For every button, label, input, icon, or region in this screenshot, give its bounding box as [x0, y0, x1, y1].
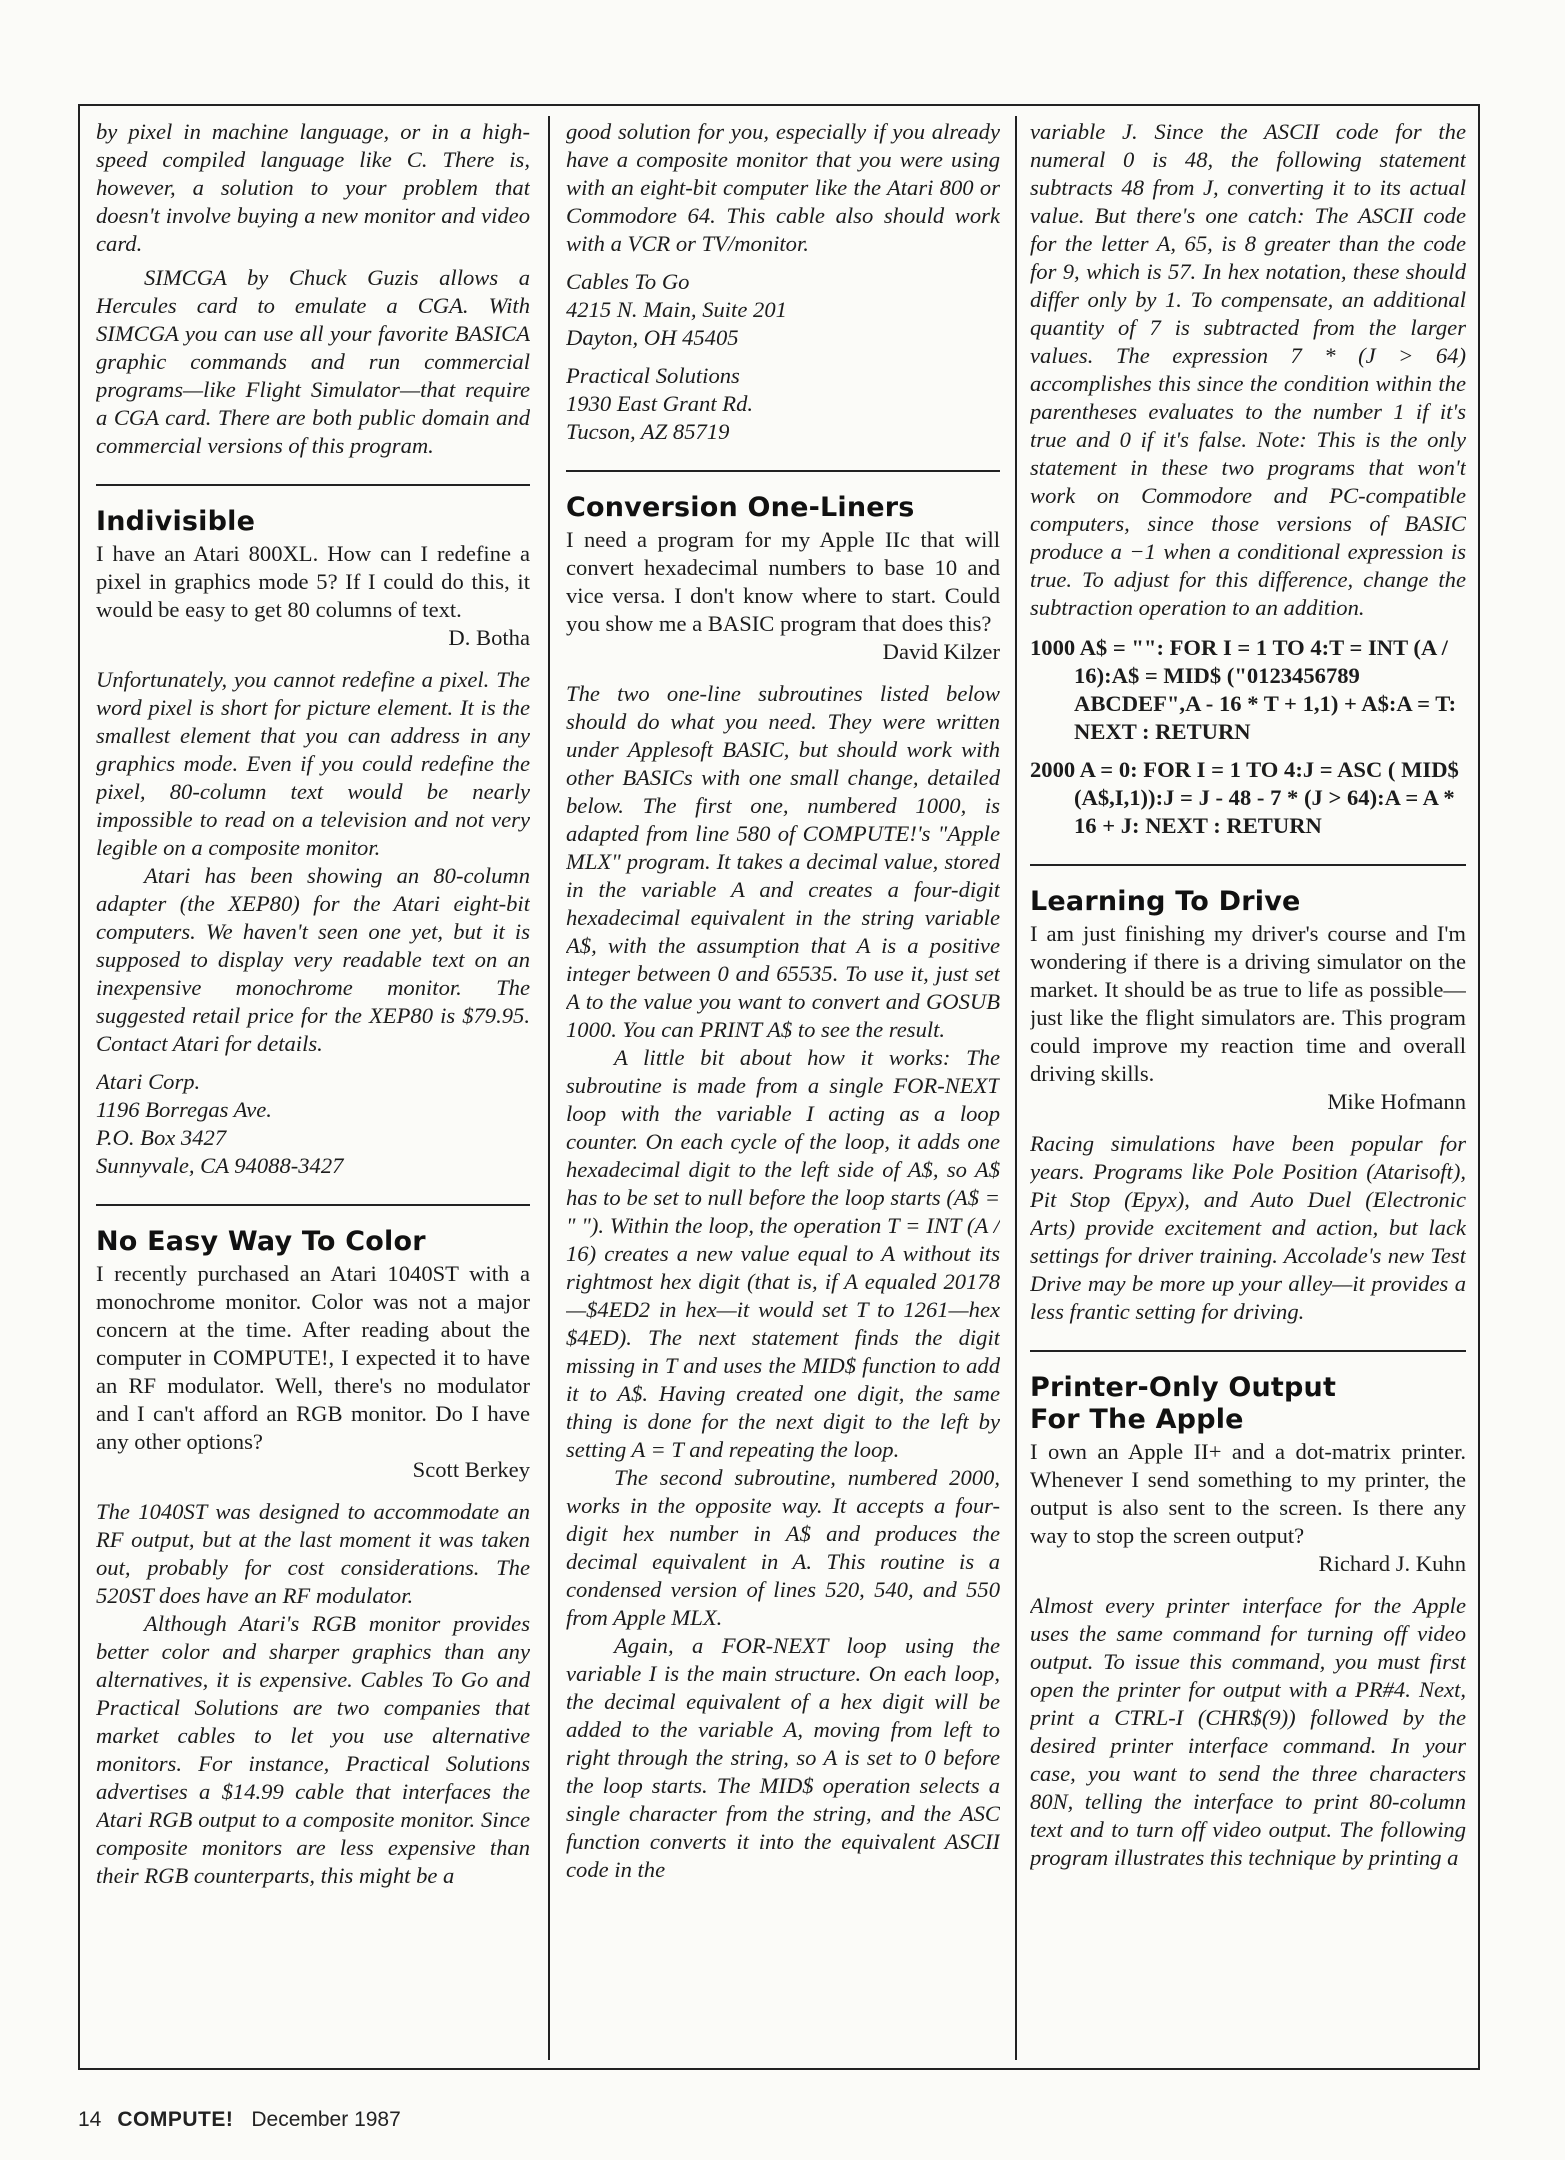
section-divider: [566, 470, 1000, 472]
address-block: [566, 268, 1000, 352]
column-1: [96, 118, 530, 2063]
section-heading-for-the-apple: For The Apple: [1030, 1404, 1244, 1435]
address-line: Practical Solutions: [566, 363, 740, 388]
answer-paragraph: Racing simulations have been popular for years. Programs like Pole Position (Atarisoft), Pit Stop (Epyx), and Auto Duel (Electronic Arts) provide excitement and action, but lack settings for driver training. Accolade's new Test Drive may be more up your alley—it provides a less frantic setting for driving.: [1030, 1131, 1466, 1324]
address-line: Tucson, AZ 85719: [566, 419, 730, 444]
page-footer: [78, 2108, 401, 2132]
answer-paragraph: The second subroutine, numbered 2000, works in the opposite way. It accepts a four-digit hex number in A$ and produces the decimal equivalent in A. This routine is a condensed version of lines 520, 540, and 550 from Apple MLX.: [566, 1465, 1000, 1630]
answer-paragraph: The two one-line subroutines listed below should do what you need. They were written under Applesoft BASIC, but should work with other BASICs with one small change, detailed below. The first one, numbered 1000, is adapted from line 580 of COMPUTE!'s "Apple MLX" program. It takes a decimal value, stored in the variable A and creates a four-digit hexadecimal equivalent in the string variable A$, with the assumption that A is a positive integer between 0 and 65535. To use it, just set A to the value you want to convert and GOSUB 1000. You can PRINT A$ to see the result.: [566, 681, 1000, 1042]
column-3: [1030, 118, 1466, 2063]
magazine-name: COMPUTE!: [117, 2108, 234, 2131]
paragraph: good solution for you, especially if you already have a composite monitor that you were using with an eight-bit computer like the Atari 800 or Commodore 64. This cable also should work with a VCR or TV/monitor.: [566, 119, 1000, 256]
reader-question: I own an Apple II+ and a dot-matrix printer. Whenever I send something to my printer, the output is also sent to the screen. Is there any way to stop the screen output?: [1030, 1439, 1466, 1548]
address-line: 1930 East Grant Rd.: [566, 391, 754, 416]
section-divider: [96, 484, 530, 486]
reader-signature: Richard J. Kuhn: [1318, 1551, 1466, 1576]
section-heading-printer-only-output: Printer-Only Output: [1030, 1372, 1337, 1403]
code-listing: [1030, 634, 1466, 840]
address-line: Atari Corp.: [96, 1069, 201, 1094]
reader-question: I have an Atari 800XL. How can I redefine a pixel in graphics mode 5? If I could do this, it would be easy to get 80 columns of text.: [96, 541, 530, 622]
reader-question: I recently purchased an Atari 1040ST with a monochrome monitor. Color was not a major concern at the time. After reading about the computer in COMPUTE!, I expected it to have an RF modulator. Well, there's no modulator and I can't afford an RGB monitor. Do I have any other options?: [96, 1261, 530, 1454]
address-line: P.O. Box 3427: [96, 1125, 227, 1150]
address-line: 4215 N. Main, Suite 201: [566, 297, 787, 322]
reader-signature: Scott Berkey: [412, 1457, 530, 1482]
code-line-2000: 2000 A = 0: FOR I = 1 TO 4:J = ASC ( MID$ (A$,I,1)):J = J - 48 - 7 * (J > 64):A = A * 16 + J: NEXT : RETURN: [1030, 757, 1459, 838]
answer-paragraph: Again, a FOR-NEXT loop using the variable I is the main structure. On each loop, the decimal equivalent of a hex digit will be added to the variable A, moving from left to right through the string, so A is set to 0 before the loop starts. The MID$ operation selects a single character from the string, and the ASC function converts it into the equivalent ASCII code in the: [566, 1633, 1000, 1882]
answer-paragraph: Atari has been showing an 80-column adapter (the XEP80) for the Atari eight-bit computers. We haven't seen one yet, but it is supposed to display very readable text on an inexpensive monochrome monitor. The suggested retail price for the XEP80 is $79.95. Contact Atari for details.: [96, 863, 530, 1056]
address-block: [96, 1068, 530, 1180]
answer-paragraph: The 1040ST was designed to accommodate an RF output, but at the last moment it was taken out, probably for cost considerations. The 520ST does have an RF modulator.: [96, 1499, 530, 1608]
answer-paragraph: Unfortunately, you cannot redefine a pixel. The word pixel is short for picture element. It is the smallest element that you can address in any graphics mode. Even if you could redefine the pixel, 80-column text would be nearly impossible to read on a television and not very legible on a composite monitor.: [96, 667, 530, 860]
paragraph: SIMCGA by Chuck Guzis allows a Hercules card to emulate a CGA. With SIMCGA you can use all your favorite BASICA graphic commands and run commercial programs—like Flight Simulator—that require a CGA card. There are both public domain and commercial versions of this program.: [96, 265, 530, 458]
column-rule-1: [548, 116, 550, 2060]
section-divider: [96, 1204, 530, 1206]
column-2: [566, 118, 1000, 2063]
reader-signature: Mike Hofmann: [1327, 1089, 1466, 1114]
section-heading-indivisible: Indivisible: [96, 506, 256, 537]
section-heading-conversion-one-liners: Conversion One-Liners: [566, 492, 915, 523]
section-heading-no-easy-way-to-color: No Easy Way To Color: [96, 1226, 426, 1257]
address-line: 1196 Borregas Ave.: [96, 1097, 272, 1122]
reader-question: I need a program for my Apple IIc that will convert hexadecimal numbers to base 10 and vice versa. I don't know where to start. Could you show me a BASIC program that does this?: [566, 527, 1000, 636]
reader-signature: D. Botha: [448, 625, 530, 650]
answer-paragraph: variable J. Since the ASCII code for the numeral 0 is 48, the following statement subtracts 48 from J, converting it to its actual value. But there's one catch: The ASCII code for the letter A, 65, is 8 greater than the code for 9, which is 57. In hex notation, these should differ only by 1. To compensate, an additional quantity of 7 is subtracted from the larger values. The expression 7 * (J > 64) accomplishes this since the condition within the parentheses evaluates to the number 1 if it's true and 0 if it's false. Note: This is the only statement in these two programs that won't work on Commodore and PC-compatible computers, since those versions of BASIC produce a −1 when a conditional expression is true. To adjust for this difference, change the subtraction operation to an addition.: [1030, 119, 1466, 620]
address-line: Dayton, OH 45405: [566, 325, 739, 350]
answer-paragraph: Although Atari's RGB monitor provides better color and sharper graphics than any alternatives, it is expensive. Cables To Go and Practical Solutions are two companies that market cables to let you use alternative monitors. For instance, Practical Solutions advertises a $14.99 cable that interfaces the Atari RGB output to a composite monitor. Since composite monitors are less expensive than their RGB counterparts, this might be a: [96, 1611, 530, 1888]
address-block: [566, 362, 1000, 446]
section-divider: [1030, 864, 1466, 866]
address-line: Cables To Go: [566, 269, 690, 294]
section-divider: [1030, 1350, 1466, 1352]
answer-paragraph: A little bit about how it works: The subroutine is made from a single FOR-NEXT loop with the variable I acting as a loop counter. On each cycle of the loop, it adds one hexadecimal digit to the left side of A$, so A$ has to be set to null before the loop starts (A$ = " "). Within the loop, the operation T = INT (A / 16) creates a new value equal to A without its rightmost hex digit (that is, if A equaled 20178—$4ED2 in hex—it would set T to 1261—hex $4ED). The next statement finds the digit missing in T and uses the MID$ function to add it to A$. Having created one digit, the same thing is done for the next digit to the left by setting A = T and repeating the loop.: [566, 1045, 1000, 1462]
column-rule-2: [1015, 116, 1017, 2060]
paragraph: by pixel in machine language, or in a high-speed compiled language like C. There is, however, a solution to your problem that doesn't involve buying a new monitor and video card.: [96, 119, 530, 256]
issue-date: December 1987: [251, 2108, 401, 2131]
section-heading-learning-to-drive: Learning To Drive: [1030, 886, 1301, 917]
reader-signature: David Kilzer: [882, 639, 1000, 664]
reader-question: I am just finishing my driver's course and I'm wondering if there is a driving simulator on the market. It should be as true to life as possible—just like the flight simulators are. This program could improve my reaction time and overall driving skills.: [1030, 921, 1466, 1086]
page-number: 14: [78, 2108, 102, 2131]
address-line: Sunnyvale, CA 94088-3427: [96, 1153, 344, 1178]
code-line-1000: 1000 A$ = "": FOR I = 1 TO 4:T = INT (A / 16):A$ = MID$ ("0123456789 ABCDEF",A - 16 * T + 1,1) + A$:A = T: NEXT : RETURN: [1030, 635, 1457, 744]
answer-paragraph: Almost every printer interface for the Apple uses the same command for turning off video output. To issue this command, you must first open the printer for output with a PR#4. Next, print a CTRL-I (CHR$(9)) followed by the desired printer interface command. In your case, you want to send the three characters 80N, telling the interface to print 80-column text and to turn off video output. The following program illustrates this technique by printing a: [1030, 1593, 1466, 1870]
